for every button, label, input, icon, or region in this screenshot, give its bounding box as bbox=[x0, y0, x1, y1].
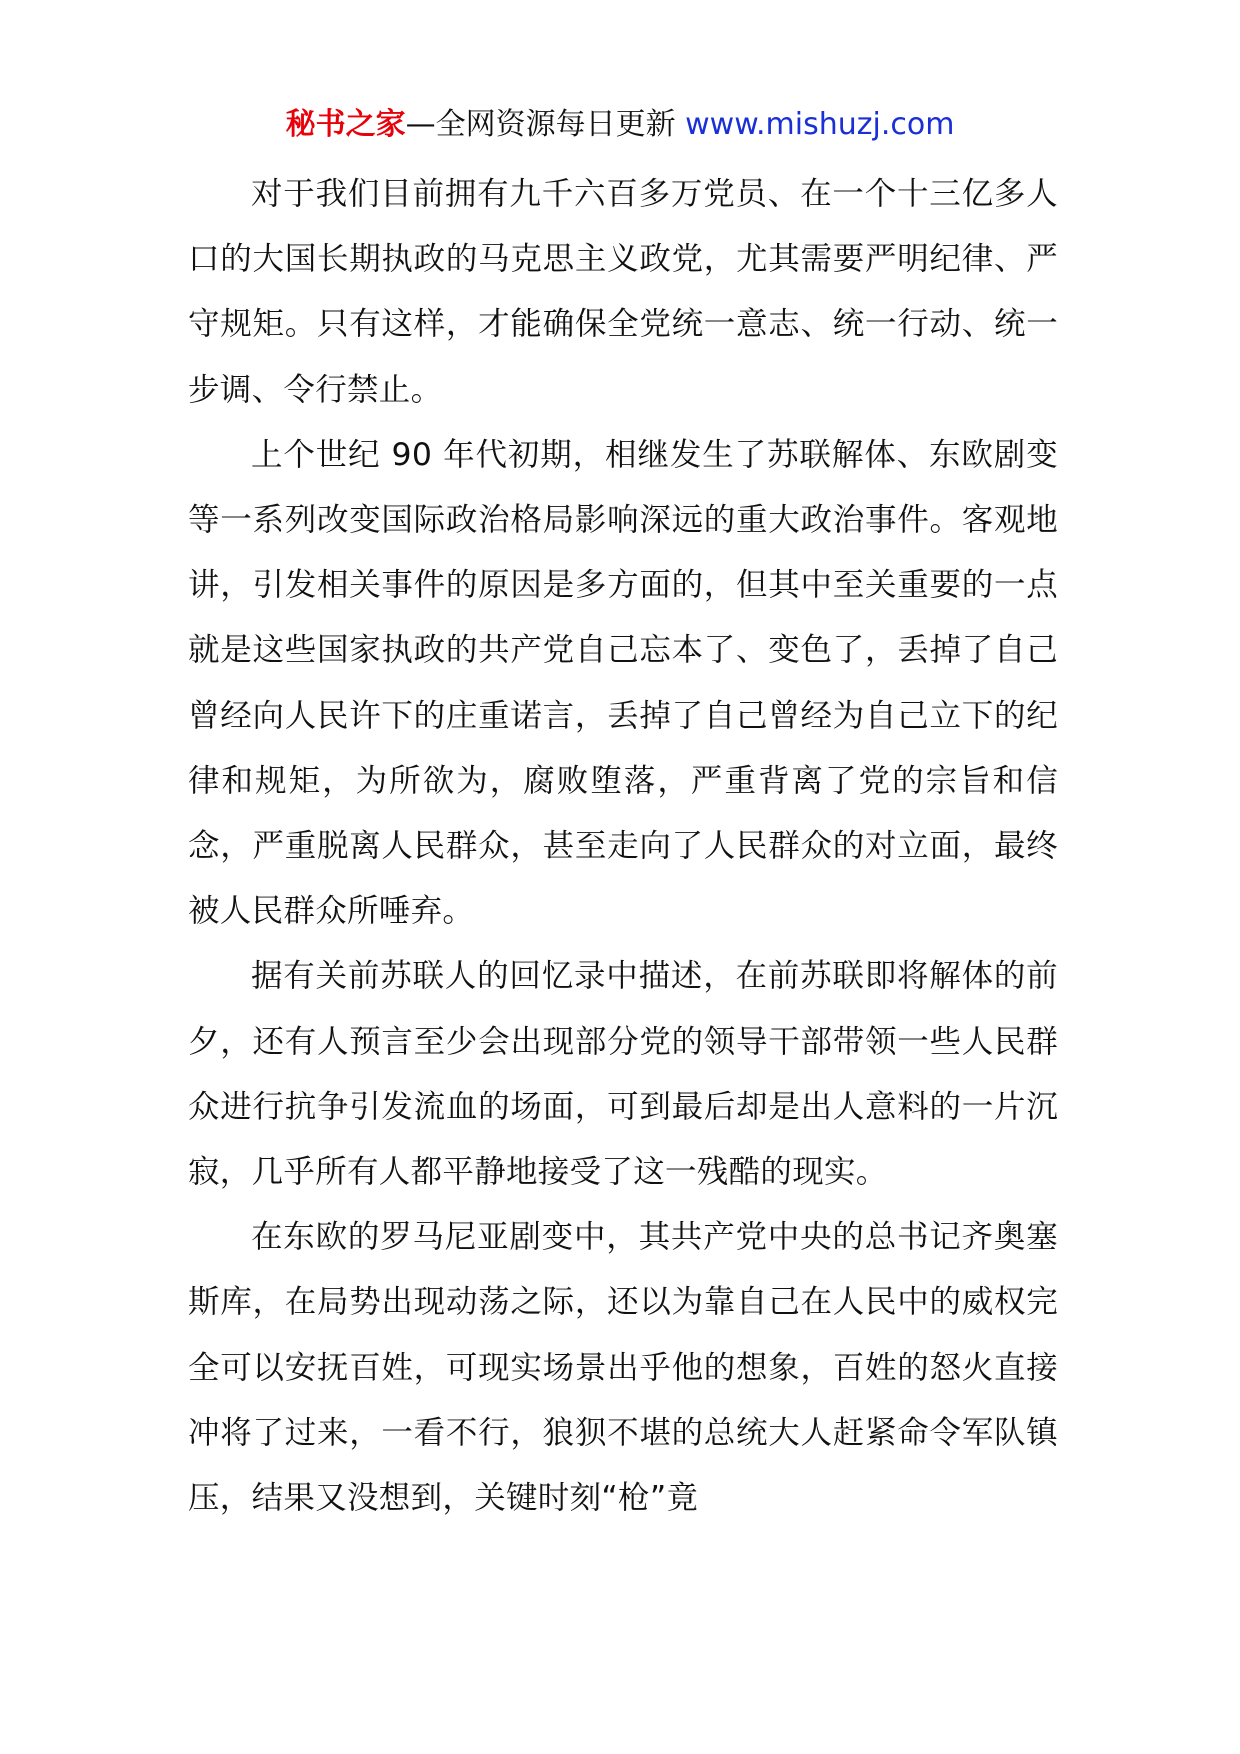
header-tagline: —全网资源每日更新 bbox=[405, 107, 676, 142]
document-body bbox=[188, 162, 1058, 1531]
page-header bbox=[0, 100, 1240, 150]
paragraph-1: 对于我们目前拥有九千六百多万党员、在一个十三亿多人口的大国长期执政的马克思主义政党，尤其需要严明纪律、严守规矩。只有这样，才能确保全党统一意志、统一行动、统一步调、令行禁止。 bbox=[188, 176, 1058, 408]
paragraph-3: 据有关前苏联人的回忆录中描述，在前苏联即将解体的前夕，还有人预言至少会出现部分党的领导干部带领一些人民群众进行抗争引发流血的场面，可到最后却是出人意料的一片沉寂，几乎所有人都平静地接受了这一残酷的现实。 bbox=[188, 958, 1058, 1191]
paragraph-2: 上个世纪 90 年代初期，相继发生了苏联解体、东欧剧变等一系列改变国际政治格局影响深远的重大政治事件。客观地讲，引发相关事件的原因是多方面的，但其中至关重要的一点就是这些国家执政的共产党自己忘本了、变色了，丢掉了自己曾经向人民许下的庄重诺言，丢掉了自己曾经为自己立下的纪律和规矩，为所欲为，腐败堕落，严重背离了党的宗旨和信念，严重脱离人民群众，甚至走向了人民群众的对立面，最终被人民群众所唾弃。 bbox=[188, 436, 1058, 930]
paragraph-4: 在东欧的罗马尼亚剧变中，其共产党中央的总书记齐奥塞斯库，在局势出现动荡之际，还以为靠自己在人民中的威权完全可以安抚百姓，可现实场景出乎他的想象，百姓的怒火直接冲将了过来，一看不行，狼狈不堪的总统大人赶紧命令军队镇压，结果又没想到，关键时刻“枪”竟 bbox=[188, 1219, 1058, 1517]
site-url-link[interactable]: www.mishuzj.com bbox=[685, 107, 955, 142]
brand-name: 秘书之家 bbox=[285, 107, 406, 142]
